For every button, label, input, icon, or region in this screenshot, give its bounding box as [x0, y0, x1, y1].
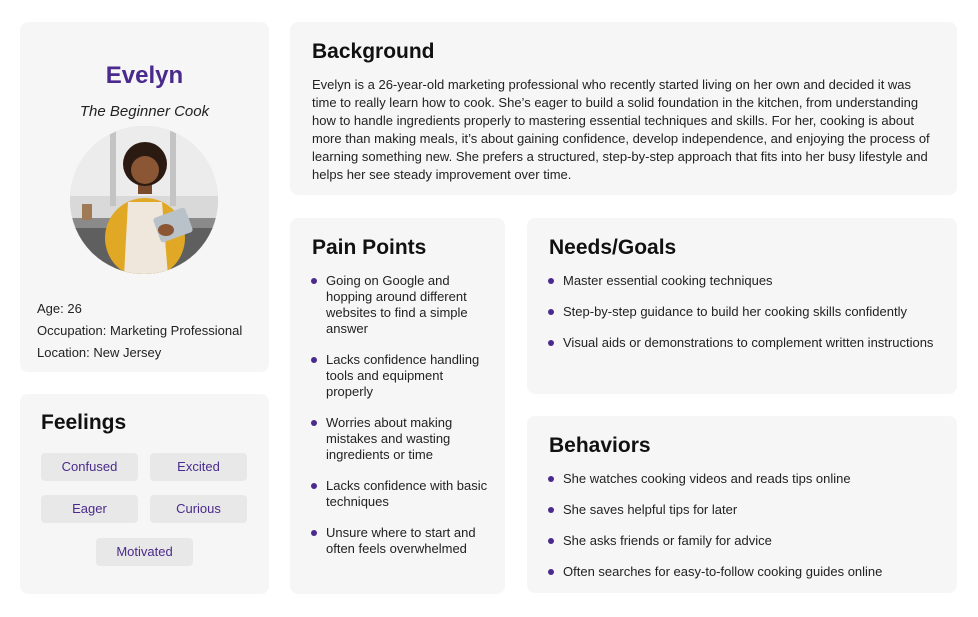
avatar-illustration	[70, 126, 218, 274]
persona-facts	[37, 298, 242, 364]
list-item: Visual aids or demonstrations to complement written instructions	[548, 335, 938, 351]
persona-subtitle: The Beginner Cook	[79, 103, 210, 120]
background-title: Background	[312, 40, 435, 63]
profile-card	[20, 22, 269, 372]
list-item: Unsure where to start and often feels overwhelmed	[311, 525, 491, 557]
persona-age: Age: 26	[37, 301, 82, 316]
feelings-title: Feelings	[41, 411, 127, 434]
background-card	[290, 22, 957, 195]
behaviors-list	[548, 471, 938, 595]
pain-points-card	[290, 218, 505, 594]
persona-name: Evelyn	[105, 62, 184, 89]
needs-goals-list	[548, 273, 938, 366]
list-item: Going on Google and hopping around different websites to find a simple answer	[311, 273, 491, 337]
behaviors-card	[527, 416, 957, 593]
list-item: Lacks confidence handling tools and equipment properly	[311, 352, 491, 400]
list-item: Lacks confidence with basic techniques	[311, 478, 491, 510]
list-item: She asks friends or family for advice	[548, 533, 938, 549]
needs-goals-card	[527, 218, 957, 394]
list-item: Often searches for easy-to-follow cooking guides online	[548, 564, 938, 580]
feeling-chip: Excited	[150, 453, 247, 481]
persona-occupation: Occupation: Marketing Professional	[37, 323, 243, 338]
list-item: She watches cooking videos and reads tips online	[548, 471, 938, 487]
pain-points-list	[311, 273, 491, 572]
pain-points-title: Pain Points	[312, 236, 427, 259]
list-item: She saves helpful tips for later	[548, 502, 938, 518]
background-text: Evelyn is a 26-year-old marketing professional who recently started living on her own and decided it was time to really learn how to cook. She’s eager to build a solid foundation in the kitchen, from understanding how to handle ingredients properly to mastering essential techniques and skills. For her, cooking is about more than making meals, it’s about gaining confidence, develop independence, and enjoying the process of learning something new. She prefers a structured, step-by-step approach that fits into her busy lifestyle and helps her see steady improvement over time.	[312, 77, 930, 182]
feeling-chip: Motivated	[96, 538, 193, 566]
needs-goals-title: Needs/Goals	[549, 236, 677, 259]
feeling-chip: Eager	[41, 495, 138, 523]
behaviors-title: Behaviors	[549, 434, 651, 457]
avatar	[70, 126, 218, 274]
feeling-chip: Confused	[41, 453, 138, 481]
list-item: Step-by-step guidance to build her cooking skills confidently	[548, 304, 938, 320]
feeling-chip: Curious	[150, 495, 247, 523]
list-item: Worries about making mistakes and wasting ingredients or time	[311, 415, 491, 463]
feelings-card	[20, 394, 269, 594]
persona-location: Location: New Jersey	[37, 345, 162, 360]
list-item: Master essential cooking techniques	[548, 273, 938, 289]
